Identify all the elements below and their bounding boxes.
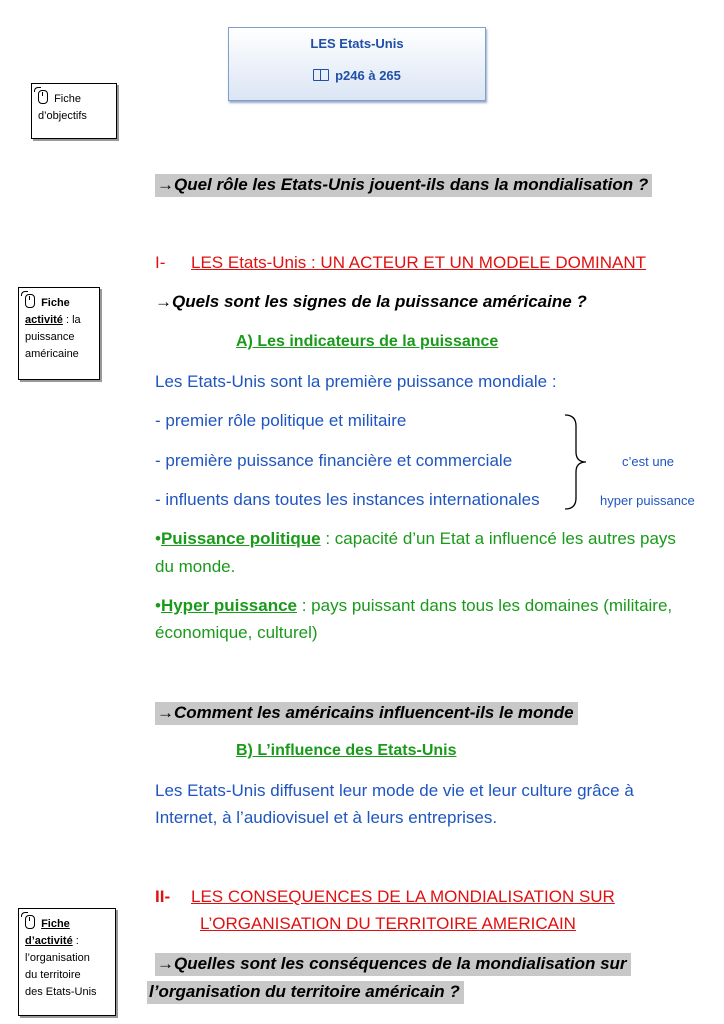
definition-hyperpower: •Hyper puissance : pays puissant dans tous les domaines (militaire, (155, 596, 673, 615)
page-range: p246 à 265 (229, 68, 485, 83)
bullet-3: - influents dans toutes les instances internationales (155, 490, 540, 509)
definition-political-power: •Puissance politique : capacité d’un Etat a influencé les autres pays (155, 529, 676, 548)
brace-note-2: hyper puissance (600, 493, 695, 508)
part-2-title-1: LES CONSEQUENCES DE LA MONDIALISATION SUR (191, 887, 615, 906)
subsection-b-title: B) L’influence des Etats-Unis (236, 742, 457, 759)
subsection-a-title: A) Les indicateurs de la puissance (236, 333, 499, 350)
definition-political-power-cont: du monde. (155, 557, 236, 576)
question-3: →Comment les américains influencent-ils le monde (155, 702, 578, 725)
definition-hyperpower-cont: économique, culturel) (155, 623, 318, 642)
side-box-activity-territory: Fiche d’activité : l’organisation du territoire des Etats-Unis (18, 908, 116, 1016)
title-box (228, 27, 486, 101)
bullet-2: - première puissance financière et commerciale (155, 451, 513, 470)
influence-text-2: Internet, à l’audiovisuel et à leurs entreprises. (155, 808, 498, 827)
question-2: →Quels sont les signes de la puissance américaine ? (155, 292, 587, 311)
part-2-heading: II- (155, 887, 171, 906)
mouse-icon (25, 915, 35, 929)
question-1: →Quel rôle les Etats-Unis jouent-ils dans la mondialisation ? (155, 174, 652, 197)
document-title: LES Etats-Unis (310, 36, 404, 51)
part-1-title: LES Etats-Unis : UN ACTEUR ET UN MODELE DOMINANT (191, 253, 646, 272)
mouse-icon (25, 294, 35, 308)
side-box-objectives: Fiche d’objectifs (31, 83, 117, 139)
part-1-heading: I- (155, 253, 166, 272)
book-icon (313, 69, 329, 81)
mouse-icon (38, 90, 48, 104)
intro-text: Les Etats-Unis sont la première puissance mondiale : (155, 372, 557, 391)
question-4-line-1: →Quelles sont les conséquences de la mondialisation sur (155, 953, 631, 976)
brace-note-1: c’est une (622, 454, 675, 469)
bullet-1: - premier rôle politique et militaire (155, 411, 407, 430)
curly-brace (560, 412, 590, 512)
influence-text-1: Les Etats-Unis diffusent leur mode de vie et leur culture grâce à (155, 781, 634, 800)
part-2-title-2: L’ORGANISATION DU TERRITOIRE AMERICAIN (200, 914, 576, 933)
question-4-line-2: l’organisation du territoire américain ? (147, 981, 464, 1004)
side-box-activity-power: Fiche activité : la puissance américaine (18, 287, 100, 380)
